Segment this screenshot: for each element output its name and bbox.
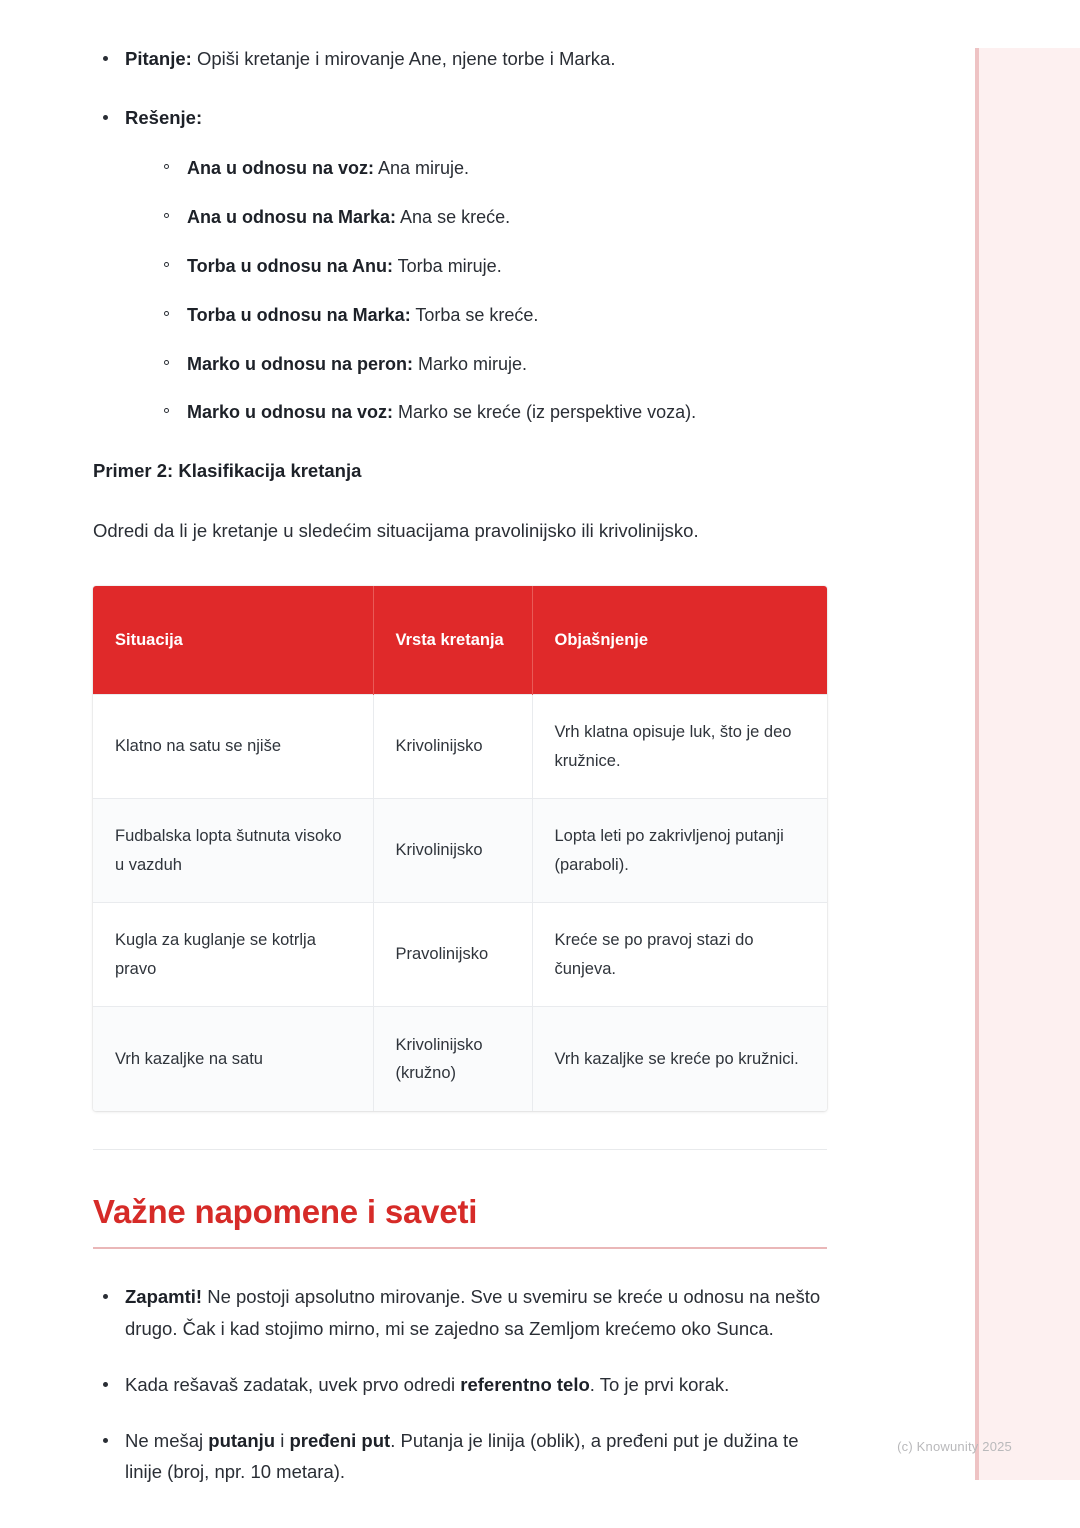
example-intro-text: Odredi da li je kretanje u sledećim situacijama pravolinijsko ili krivolinijsko. (93, 520, 699, 542)
sublist-item-text: Torba se kreće. (410, 304, 539, 325)
sublist-item-label: Ana u odnosu na voz: (187, 157, 374, 178)
sublist-item-label: Torba u odnosu na Anu: (187, 255, 393, 276)
classification-table (93, 586, 827, 1111)
note-lead-bold: Zapamti! (125, 1286, 203, 1308)
list-item (162, 155, 825, 183)
sublist-item-label: Marko u odnosu na voz: (187, 402, 394, 423)
notes-list (93, 1281, 825, 1488)
note-bold-term-2: pređeni put (289, 1429, 391, 1451)
note-text-part3: . Putanja je linija (oblik), a pređeni put je dužina te linije (broj, npr. 10 metara). (125, 1429, 799, 1483)
solution-sublist (125, 155, 825, 427)
list-item-label: Pitanje: (125, 48, 192, 69)
table-row (93, 799, 827, 903)
list-item (162, 253, 825, 281)
example-heading: Primer 2: Klasifikacija kretanja (93, 460, 362, 482)
list-item (93, 1425, 825, 1489)
sublist-item-label: Torba u odnosu na Marka: (187, 304, 411, 325)
question-solution-list (93, 44, 825, 427)
list-item-resenje (93, 103, 825, 427)
list-item (162, 204, 825, 232)
cell-situacija: Vrh kazaljke na satu (93, 1007, 373, 1111)
note-text-part2: i (275, 1429, 290, 1451)
note-bold-term: referentno telo (460, 1373, 590, 1395)
cell-situacija: Klatno na satu se njiše (93, 695, 373, 799)
sublist-item-label: Ana u odnosu na Marka: (187, 206, 397, 227)
cell-objasnjenje: Kreće se po pravoj stazi do čunjeva. (532, 903, 827, 1007)
cell-objasnjenje: Vrh kazaljke se kreće po kružnici. (532, 1007, 827, 1111)
note-bold-term: putanju (208, 1429, 276, 1451)
table-row (93, 903, 827, 1007)
list-item (162, 351, 825, 379)
note-text-part1: Ne mešaj (125, 1429, 209, 1451)
cell-vrsta: Krivolinijsko (373, 799, 532, 903)
cell-vrsta: Pravolinijsko (373, 903, 532, 1007)
list-item (93, 1281, 825, 1345)
cell-vrsta: Krivolinijsko (kružno) (373, 1007, 532, 1111)
sublist-item-label: Marko u odnosu na peron: (187, 353, 414, 374)
sublist-item-text: Torba miruje. (392, 255, 502, 276)
sublist-item-text: Ana se kreće. (396, 206, 511, 227)
classification-table-container (93, 586, 827, 1111)
sublist-item-text: Marko se kreće (iz perspektive voza). (393, 402, 697, 423)
table-header-row (93, 586, 827, 695)
section-divider (93, 1149, 827, 1150)
sublist-item-text: Marko miruje. (413, 353, 528, 374)
list-item-label: Rešenje: (125, 106, 203, 128)
cell-objasnjenje: Vrh klatna opisuje luk, što je deo kružnice. (532, 695, 827, 799)
column-header-objasnjenje: Objašnjenje (532, 586, 827, 695)
list-item-text: Opiši kretanje i mirovanje Ane, njene torbe i Marka. (191, 48, 616, 69)
note-text-part1: Ne postoji apsolutno mirovanje. Sve u svemiru se kreće u odnosu na nešto drugo. Čak i kad stojimo mirno, mi se zajedno sa Zemljom krećemo oko Sunca. (125, 1286, 821, 1340)
table-row (93, 695, 827, 799)
page-title: Važne napomene i saveti (93, 1192, 478, 1230)
cell-situacija: Kugla za kuglanje se kotrlja pravo (93, 903, 373, 1007)
list-item (162, 399, 825, 427)
note-text-part2: . To je prvi korak. (589, 1373, 730, 1395)
list-item-pitanje (93, 44, 825, 74)
cell-vrsta: Krivolinijsko (373, 695, 532, 799)
list-item (93, 1369, 825, 1401)
column-header-vrsta-kretanja: Vrsta kretanja (373, 586, 532, 695)
copyright-watermark: (c) Knowunity 2025 (897, 1439, 1012, 1454)
table-row (93, 1007, 827, 1111)
cell-objasnjenje: Lopta leti po zakrivljenoj putanji (paraboli). (532, 799, 827, 903)
sublist-item-text: Ana miruje. (374, 157, 470, 178)
list-item (162, 302, 825, 330)
title-underline (93, 1247, 827, 1249)
column-header-situacija: Situacija (93, 586, 373, 695)
note-text-part1: Kada rešavaš zadatak, uvek prvo odredi (125, 1373, 461, 1395)
right-edge-decorative-panel (975, 48, 1080, 1480)
cell-situacija: Fudbalska lopta šutnuta visoko u vazduh (93, 799, 373, 903)
